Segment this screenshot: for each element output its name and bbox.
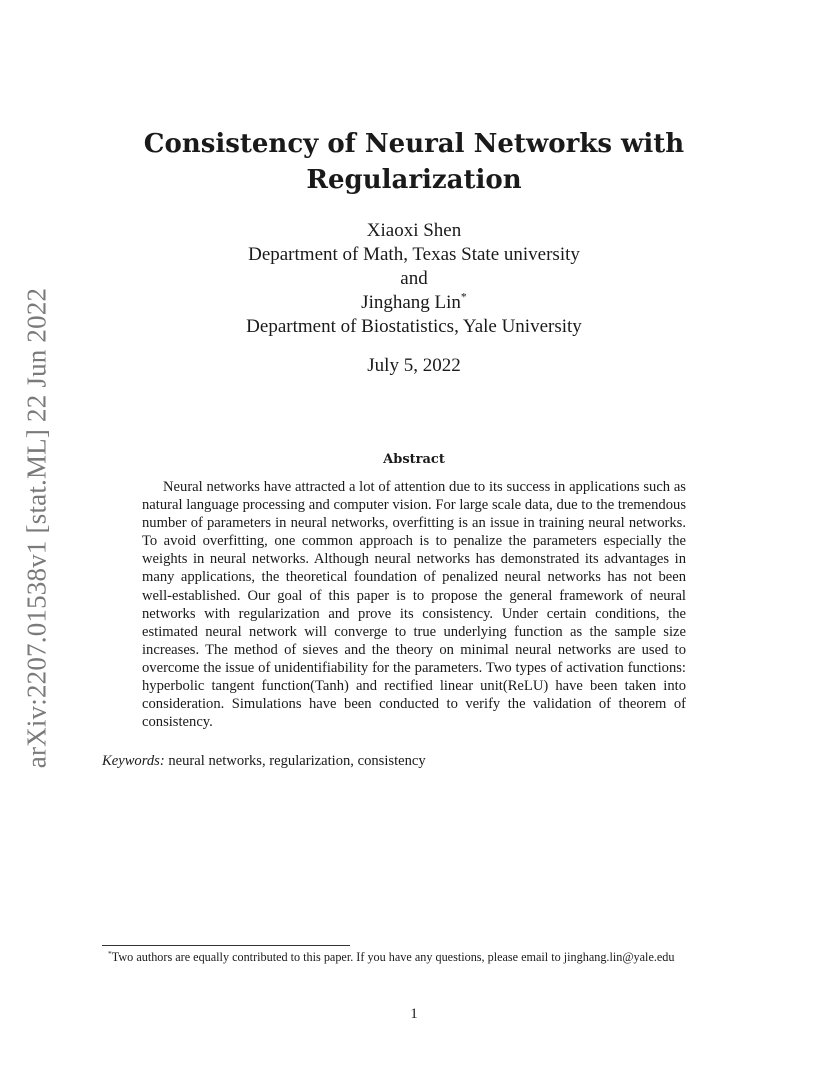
paper-title	[0, 126, 828, 198]
footnote-text: Two authors are equally contributed to this paper. If you have any questions, please email to jinghang.lin@yale.edu	[111, 950, 675, 964]
keywords-text: neural networks, regularization, consistency	[168, 753, 426, 769]
page-number: 1	[410, 1006, 418, 1022]
arxiv-identifier-stamp: arXiv:2207.01538v1 [stat.ML] 22 Jun 2022	[21, 287, 52, 769]
author-name-2-line	[0, 291, 828, 315]
author-affiliation-1: Department of Math, Texas State university	[248, 244, 580, 265]
publication-date: July 5, 2022	[367, 355, 461, 376]
keywords-label: Keywords:	[102, 753, 165, 769]
author-conjunction: and	[400, 268, 428, 289]
paper-title-line-2: Regularization	[306, 165, 522, 195]
paper-title-line-1: Consistency of Neural Networks with	[143, 129, 685, 159]
author-name-1: Xiaoxi Shen	[366, 220, 462, 241]
footnote-marker: *	[108, 948, 112, 958]
footnote-divider	[102, 945, 350, 946]
footnote	[102, 949, 724, 966]
footnote-mark: *	[460, 290, 467, 304]
author-name-2: Jinghang Lin	[361, 292, 461, 313]
keywords-line	[102, 752, 426, 770]
author-block	[0, 219, 828, 339]
author-affiliation-2: Department of Biostatistics, Yale University	[246, 316, 582, 337]
abstract-heading: Abstract	[383, 452, 445, 467]
abstract-text: Neural networks have attracted a lot of attention due to its success in applications such as natural language processing and computer vision. For large scale data, due to the tremendous number of parameters in neural networks, overfitting is an issue in training neural networks. To avoid overfitting, one common approach is to penalize the parameters especially the weights in neural networks. Although neural networks has demonstrated its advantages in many applications, the theoretical foundation of penalized neural networks has not been well-established. Our goal of this paper is to propose the general framework of neural networks with regularization and prove its consistency. Under certain conditions, the estimated neural network will converge to true underlying function as the sample size increases. The method of sieves and the theory on minimal neural networks are used to overcome the issue of unidentifiability for the parameters. Two types of activation functions: hyperbolic tangent function(Tanh) and rectified linear unit(ReLU) have been taken into consideration. Simulations have been conducted to verify the validation of theorem of consistency.	[142, 479, 686, 731]
